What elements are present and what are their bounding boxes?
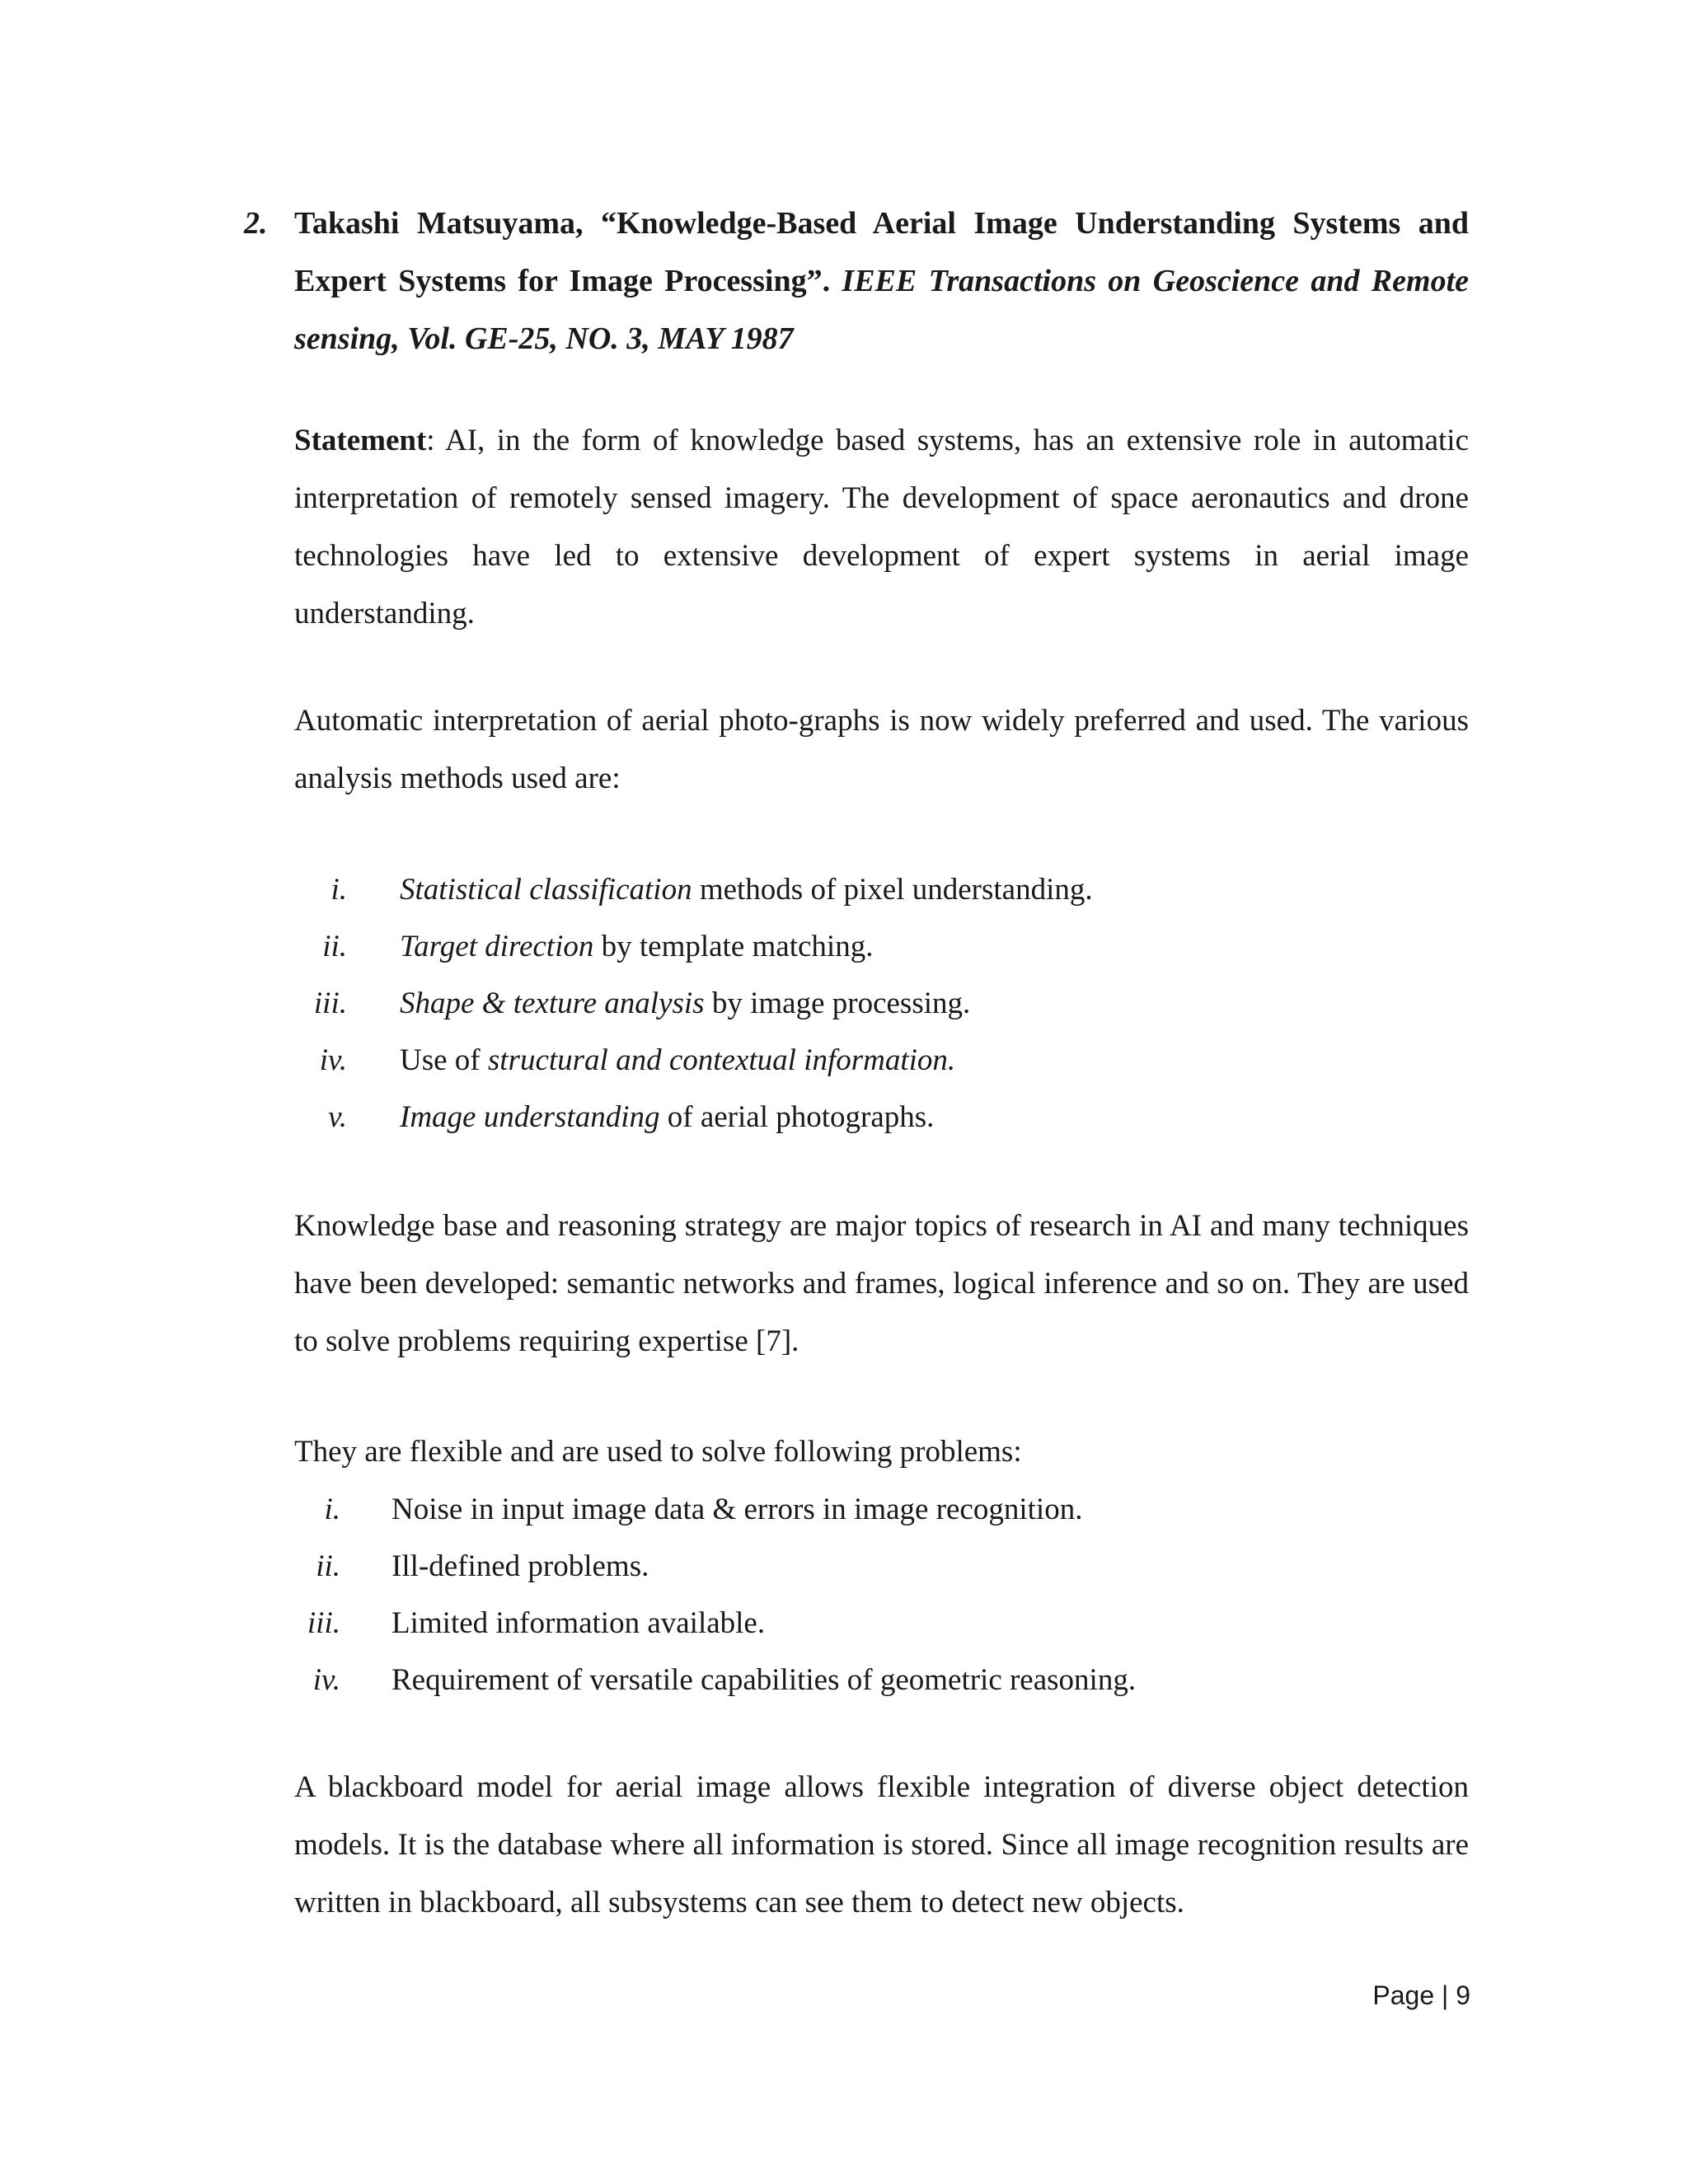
list-item: ii. Target direction by template matching.	[294, 918, 1469, 975]
list-item-number: iii.	[307, 1606, 340, 1640]
reference-number: 2.	[244, 206, 268, 241]
list-item-number: ii.	[316, 1549, 340, 1583]
statement-paragraph	[294, 412, 1469, 643]
list-item-text: Requirement of versatile capabilities of geometric reasoning.	[392, 1663, 1137, 1697]
list-item-number: v.	[328, 1100, 347, 1134]
page-number: Page | 9	[1372, 1980, 1470, 2010]
list-item-number: i.	[324, 1493, 340, 1526]
list-item-number: ii.	[322, 930, 347, 963]
blackboard-model-paragraph: A blackboard model for aerial image allows flexible integration of diverse object detection models. It is the database where all information is stored. Since all image recognition results are written in blackboard, all subsystems can see them to detect new objects.	[294, 1770, 1469, 1919]
flexible-intro-paragraph: They are flexible and are used to solve following problems:	[294, 1435, 1022, 1469]
list-item: iv. Use of structural and contextual information.	[294, 1032, 1469, 1089]
list-item: i. Statistical classification methods of pixel understanding.	[294, 861, 1469, 918]
list-item-number: iv.	[312, 1663, 340, 1697]
list-item-italic: Image understanding	[400, 1100, 660, 1134]
list-item-text: Ill-defined problems.	[392, 1549, 649, 1583]
list-item-number: i.	[331, 873, 347, 907]
list-item	[294, 1538, 1469, 1595]
reference-citation	[294, 194, 1469, 368]
list-item-text: Noise in input image data & errors in image recognition.	[392, 1493, 1083, 1526]
knowledge-base-paragraph: Knowledge base and reasoning strategy are major topics of research in AI and many techniques have been developed: semantic networks and frames, logical inference and so on. They are used to solve problems requiring expertise [7].	[294, 1209, 1469, 1358]
list-item: v. Image understanding of aerial photographs.	[294, 1089, 1469, 1146]
list-item-number: iv.	[319, 1043, 347, 1077]
list-item-text: Limited information available.	[392, 1606, 766, 1640]
automatic-interpretation-paragraph: Automatic interpretation of aerial photo-graphs is now widely preferred and used. The various analysis methods used are:	[294, 704, 1469, 795]
list-item-italic: structural and contextual information.	[487, 1043, 956, 1077]
statement-label: Statement	[294, 424, 427, 457]
reference-title: “Knowledge-Based Aerial Image Understanding Systems and Expert Systems for Image Processing”.	[294, 206, 1470, 298]
list-item-italic: Shape & texture analysis	[400, 987, 705, 1020]
reference-authors: Takashi Matsuyama,	[294, 206, 584, 241]
list-item	[294, 1595, 1469, 1652]
methods-list	[294, 861, 1469, 1146]
statement-text: : AI, in the form of knowledge based systems, has an extensive role in automatic interpretation of remotely sensed imagery. The development of space aeronautics and drone technologies have led to extensive development of expert systems in aerial image understanding.	[294, 424, 1469, 630]
list-item: iii. Shape & texture analysis by image processing.	[294, 975, 1469, 1032]
list-item-number: iii.	[313, 987, 347, 1020]
list-item	[294, 1652, 1469, 1708]
reference-journal: IEEE Transactions on Geoscience and Remote sensing, Vol. GE-25, NO. 3, MAY 1987	[294, 264, 1469, 356]
list-item-italic: Target direction	[400, 930, 594, 963]
list-item	[294, 1481, 1469, 1538]
problems-list	[294, 1481, 1469, 1708]
list-item-italic: Statistical classification	[400, 873, 692, 907]
